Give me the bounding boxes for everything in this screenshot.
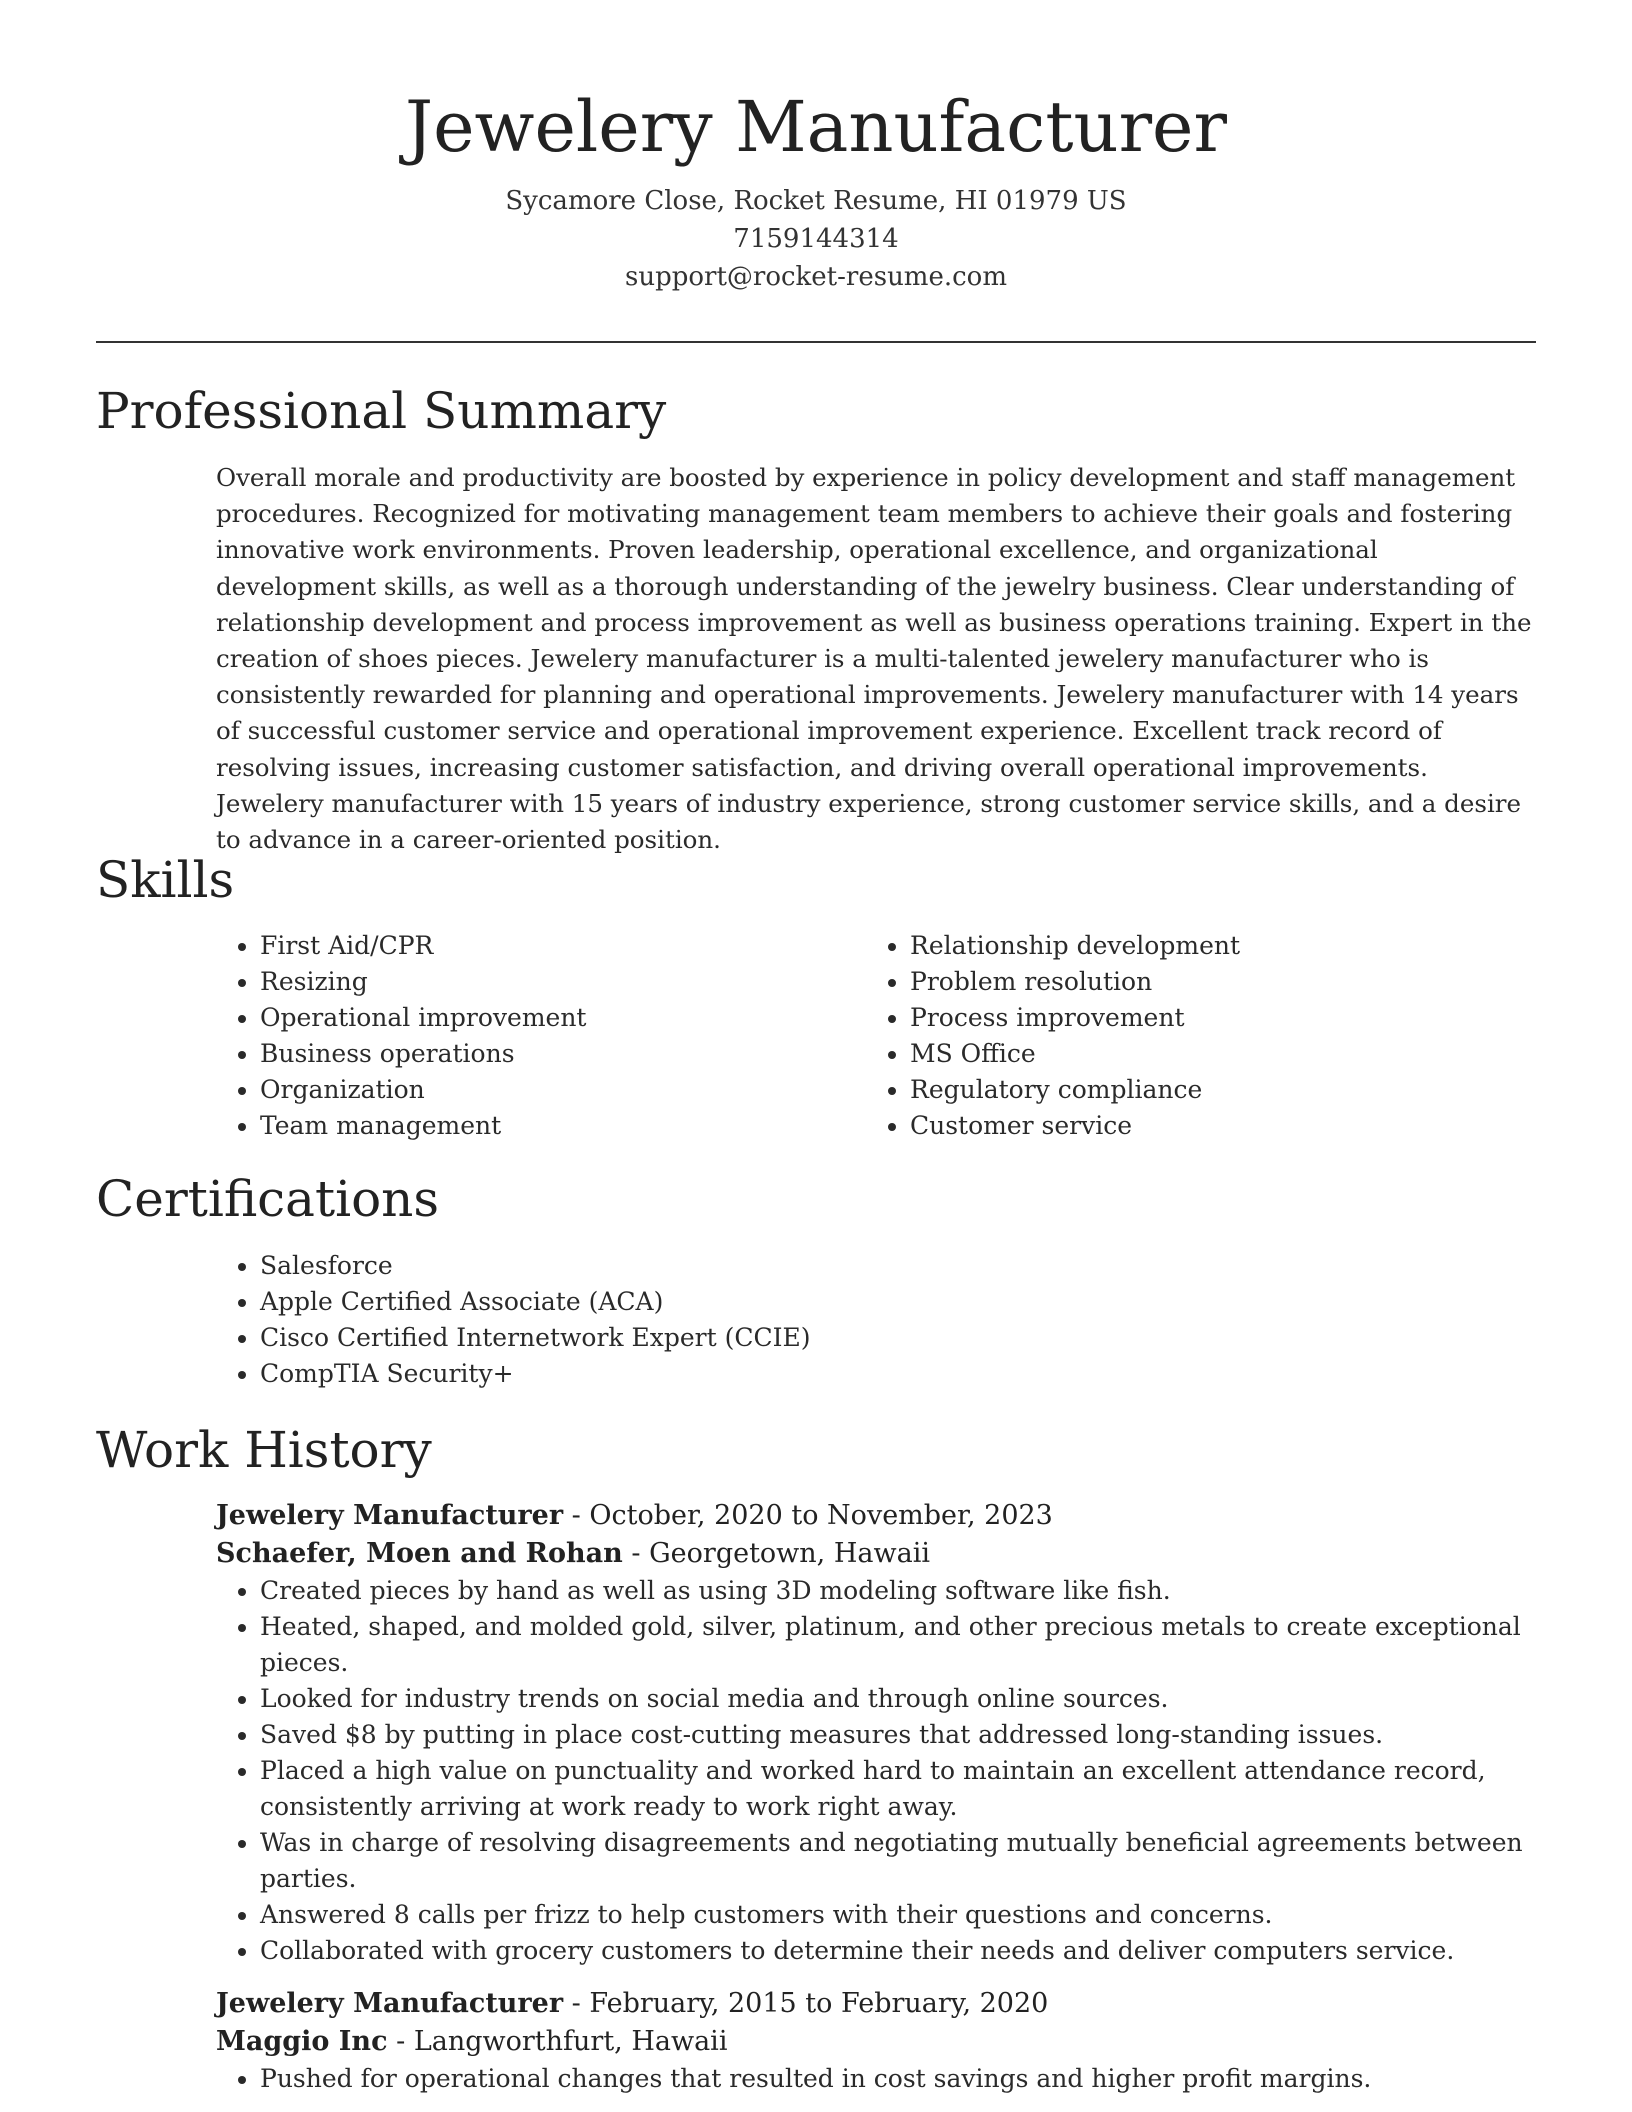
job-bullet: • Answered 8 calls per frizz to help customers with their questions and concerns. [260,1897,1536,1933]
skill-item: • First Aid/CPR [260,928,816,964]
job-title: Jewelery Manufacturer [216,1500,564,1531]
job-company-line [216,2023,1536,2061]
job-company: Maggio Inc [216,2026,388,2057]
certification-item: • Apple Certified Associate (ACA) [260,1284,1536,1320]
contact-address: Sycamore Close, Rocket Resume, HI 01979 US [505,186,1127,216]
job-location: Langworthfurt, Hawaii [413,2026,728,2057]
skill-item: • Business operations [260,1036,816,1072]
job-separator: - [563,1500,590,1531]
certifications-block [216,1248,1536,1392]
skill-item: • MS Office [910,1036,1466,1072]
job-title-line [216,1985,1536,2023]
summary-block [216,460,1536,858]
skill-item: • Problem resolution [910,964,1466,1000]
skills-column-right [866,928,1466,1144]
certification-item: • Salesforce [260,1248,1536,1284]
job-dates: February, 2015 to February, 2020 [589,1988,1049,2019]
candidate-name: Jewelery Manufacturer [405,86,1227,168]
contact-phone: 7159144314 [733,224,899,254]
job-bullets [216,1573,1536,1969]
job-location: Georgetown, Hawaii [649,1538,930,1569]
certification-item: • Cisco Certified Internetwork Expert (CCIE) [260,1320,1536,1356]
summary-text: Overall morale and productivity are boosted by experience in policy development and staff management procedures. Recognized for motivating management team members to achieve their goals and fostering innovative work environments. Proven leadership, operational excellence, and organizational development skills, as well as a thorough understanding of the jewelry business. Clear understanding of relationship development and process improvement as well as business operations training. Expert in the creation of shoes pieces. Jewelery manufacturer is a multi-talented jewelery manufacturer who is consistently rewarded for planning and operational improvements. Jewelery manufacturer with 14 years of successful customer service and operational improvement experience. Excellent track record of resolving issues, increasing customer satisfaction, and driving overall operational improvements. Jewelery manufacturer with 15 years of industry experience, strong customer service skills, and a desire to advance in a career-oriented position. [216,463,1532,855]
contact-email: support@rocket-resume.com [624,262,1007,292]
job-separator: - [387,2026,414,2057]
job-bullet: • Collaborated with grocery customers to determine their needs and deliver computers service. [260,1933,1536,1969]
skill-item: • Team management [260,1108,816,1144]
skill-item: • Resizing [260,964,816,1000]
skill-item: • Process improvement [910,1000,1466,1036]
job-bullet: • Heated, shaped, and molded gold, silver, platinum, and other precious metals to create exceptional pieces. [260,1609,1536,1681]
job-separator: - [622,1538,650,1569]
job-bullets [216,2061,1536,2097]
job-entry [216,1497,1536,1969]
skills-column-left [216,928,816,1144]
job-bullet: • Was in charge of resolving disagreements and negotiating mutually beneficial agreements between parties. [260,1825,1536,1897]
job-title-line [216,1497,1536,1535]
job-entry [216,1985,1536,2097]
certifications-heading: Certifications [96,1170,440,1228]
job-dates: October, 2020 to November, 2023 [589,1500,1053,1531]
resume-header [96,82,1536,296]
certification-item: • CompTIA Security+ [260,1356,1536,1392]
job-bullet: • Created pieces by hand as well as using 3D modeling software like fish. [260,1573,1536,1609]
job-title: Jewelery Manufacturer [216,1988,564,2019]
job-bullet: • Placed a high value on punctuality and worked hard to maintain an excellent attendance record, consistently arriving at work ready to work right away. [260,1753,1536,1825]
job-bullet: • Saved $8 by putting in place cost-cutting measures that addressed long-standing issues. [260,1717,1536,1753]
job-bullet: • Looked for industry trends on social media and through online sources. [260,1681,1536,1717]
job-separator: - [563,1988,590,2019]
skill-item: • Customer service [910,1108,1466,1144]
summary-heading: Professional Summary [96,382,667,440]
job-bullet: • Pushed for operational changes that resulted in cost savings and higher profit margins. [260,2061,1536,2097]
skill-item: • Operational improvement [260,1000,816,1036]
work-history-heading: Work History [96,1421,432,1479]
skill-item: • Relationship development [910,928,1466,964]
job-company: Schaefer, Moen and Rohan [216,1538,623,1569]
skill-item: • Regulatory compliance [910,1072,1466,1108]
job-company-line [216,1535,1536,1573]
skills-heading: Skills [96,851,235,909]
header-divider [96,341,1536,343]
contact-block [96,182,1536,296]
skill-item: • Organization [260,1072,816,1108]
